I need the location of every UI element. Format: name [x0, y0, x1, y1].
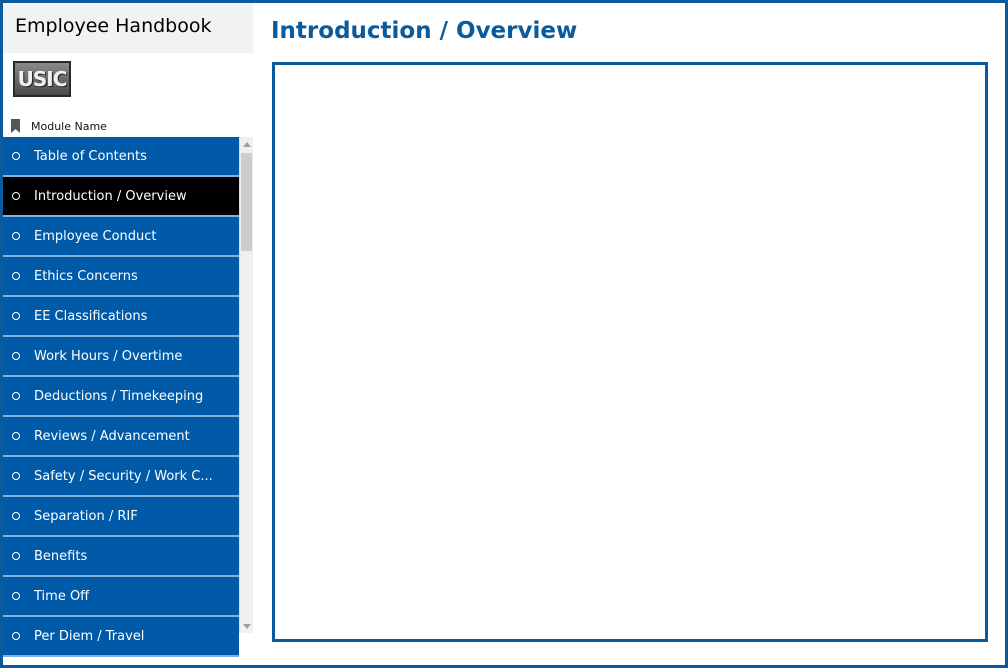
circle-bullet-icon	[12, 192, 20, 200]
page-title: Introduction / Overview	[271, 18, 578, 44]
nav-item-ee-classifications[interactable]	[3, 297, 239, 337]
logo-text: USIC	[17, 67, 67, 91]
nav-item-label: Ethics Concerns	[34, 268, 138, 284]
nav-item-benefits[interactable]	[3, 537, 239, 577]
nav-item-ethics-concerns[interactable]	[3, 257, 239, 297]
nav-item-deductions-timekeeping[interactable]	[3, 377, 239, 417]
circle-bullet-icon	[12, 152, 20, 160]
scroll-up-arrow-icon[interactable]	[240, 137, 253, 151]
nav-item-label: Introduction / Overview	[34, 188, 187, 204]
nav-item-per-diem-travel[interactable]	[3, 617, 239, 657]
circle-bullet-icon	[12, 552, 20, 560]
nav-item-work-hours-overtime[interactable]	[3, 337, 239, 377]
circle-bullet-icon	[12, 232, 20, 240]
nav-item-table-of-contents[interactable]	[3, 137, 239, 177]
circle-bullet-icon	[12, 312, 20, 320]
circle-bullet-icon	[12, 392, 20, 400]
nav-item-label: Safety / Security / Work C...	[34, 468, 213, 484]
module-name-label: Module Name	[31, 119, 107, 133]
circle-bullet-icon	[12, 472, 20, 480]
nav-item-label: Reviews / Advancement	[34, 428, 190, 444]
nav-item-reviews-advancement[interactable]	[3, 417, 239, 457]
circle-bullet-icon	[12, 352, 20, 360]
nav-item-label: Work Hours / Overtime	[34, 348, 183, 364]
nav-scrollbar[interactable]	[239, 137, 253, 633]
nav-item-label: Table of Contents	[34, 148, 147, 164]
nav-item-label: Separation / RIF	[34, 508, 138, 524]
nav-item-label: EE Classifications	[34, 308, 148, 324]
bookmark-icon	[11, 119, 20, 133]
nav-item-label: Deductions / Timekeeping	[34, 388, 204, 404]
circle-bullet-icon	[12, 272, 20, 280]
nav-item-label: Time Off	[34, 588, 90, 604]
circle-bullet-icon	[12, 512, 20, 520]
content-pane	[272, 62, 988, 642]
module-nav-list	[3, 137, 239, 644]
circle-bullet-icon	[12, 432, 20, 440]
scroll-thumb[interactable]	[241, 153, 252, 251]
nav-item-introduction-overview[interactable]	[3, 177, 239, 217]
nav-item-label: Per Diem / Travel	[34, 628, 145, 644]
circle-bullet-icon	[12, 592, 20, 600]
nav-item-separation-rif[interactable]	[3, 497, 239, 537]
scroll-down-arrow-icon[interactable]	[240, 619, 253, 633]
circle-bullet-icon	[12, 632, 20, 640]
app-title: Employee Handbook	[15, 15, 212, 37]
nav-item-label: Benefits	[34, 548, 88, 564]
sidebar	[3, 3, 253, 665]
usic-logo	[13, 61, 71, 97]
module-name-row	[11, 117, 107, 135]
nav-item-safety-security[interactable]	[3, 457, 239, 497]
sidebar-header	[3, 3, 253, 53]
nav-item-time-off[interactable]	[3, 577, 239, 617]
nav-item-label: Employee Conduct	[34, 228, 157, 244]
nav-item-employee-conduct[interactable]	[3, 217, 239, 257]
